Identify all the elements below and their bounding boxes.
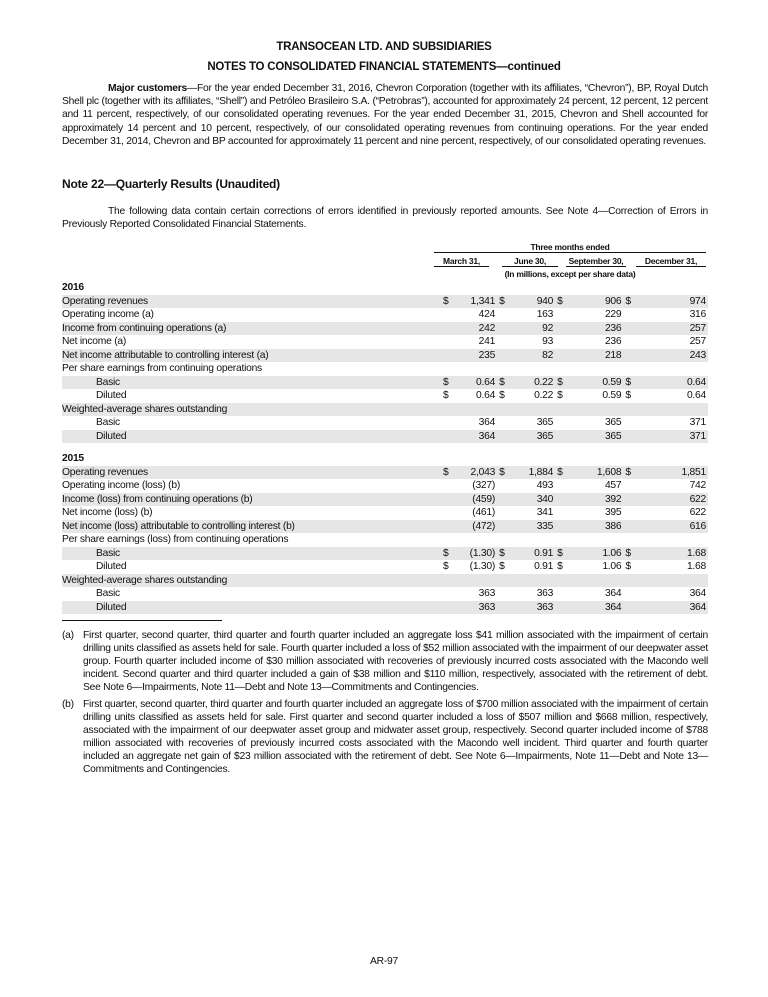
currency-symbol [623,533,643,547]
table-row [62,506,708,520]
cell-value: 493 [536,480,554,491]
cell-value: 0.64 [686,390,706,401]
cell-value: 257 [689,336,706,347]
cell-value: 0.59 [576,376,624,390]
table-row [62,362,708,376]
currency-symbol [497,308,517,322]
currency-symbol: $ [441,295,453,309]
cell-value: 906 [576,295,624,309]
currency-symbol [441,430,453,444]
currency-symbol [623,574,643,588]
currency-symbol [623,349,643,363]
currency-symbol [555,574,575,588]
cell-value: 236 [604,336,622,347]
cell-value: 395 [604,507,622,518]
cell-value: 1.68 [686,561,706,572]
major-customers-text: —For the year ended December 31, 2016, Chevron Corporation (together with its affiliates, “Chevron”), BP, Royal Dutch Shell plc (together with its affiliates, “Shell”) and Petróleo Brasileiro S.A. (“Petrobras”), accounted for approximately 24 percent, 12 percent, 12 percent and 11 percent, respectively, of our consolidated operating revenues. For the year ended December 31, 2015, Chevron and Shell accounted for approximately 14 percent and 10 percent, respectively, of our consolidated operating revenues from continuing operations. For the year ended December 31, 2014, Chevron and BP accounted for approximately 11 percent and nine percent, respectively, of our consolidated operating revenues. [62,83,709,147]
currency-symbol: $ [443,561,449,572]
cell-value [517,574,555,588]
table-row [62,587,708,601]
currency-symbol: $ [497,547,517,561]
cell-value: 365 [536,417,554,428]
currency-symbol: $ [623,466,643,480]
currency-symbol: $ [623,295,643,309]
cell-value [453,574,497,588]
currency-symbol [555,587,575,601]
currency-symbol [623,335,643,349]
cell-value: (472) [453,520,497,534]
table-row [62,430,708,444]
table-row [62,560,708,574]
footnote-a [62,629,708,694]
cell-value: 371 [644,430,708,444]
currency-symbol: $ [499,561,505,572]
footnote-b [62,698,708,776]
currency-symbol [441,416,453,430]
currency-symbol [497,349,517,363]
currency-symbol [441,335,453,349]
currency-symbol [623,587,643,601]
cell-value [576,533,624,547]
currency-symbol [441,349,453,363]
results-table-2015 [62,452,708,614]
cell-value [517,362,555,376]
row-label: Net income attributable to controlling interest (a) [62,349,441,363]
currency-symbol: $ [441,376,453,390]
footnote-label: (a) [62,630,74,641]
cell-value: 1,608 [576,466,624,480]
cell-value: 622 [644,493,708,507]
cell-value: 364 [576,601,624,615]
cell-value: 365 [517,430,555,444]
currency-symbol [623,506,643,520]
major-customers-lead: Major customers [108,83,187,94]
currency-symbol: $ [441,466,453,480]
notes-title: NOTES TO CONSOLIDATED FINANCIAL STATEMENTS—continued [207,61,561,73]
row-label: Per share earnings from continuing operations [62,363,262,374]
footnote-text: First quarter, second quarter, third quarter and fourth quarter included an aggregate loss $41 million associated with the impairment of certain drilling units classified as assets held for sale. Fourth quarter included a loss of $52 million associated with the impairment of our deepwater asset group. Fourth quarter included income of $30 million associated with recoveries of previously incurred costs associated with the Macondo well incident. Second quarter and third quarter included a gain of $38 million and $110 million, respectively, associated with the retirement of debt. See Note 6—Impairments, Note 11—Debt and Note 13—Commitments and Contingencies. [83,630,708,693]
cell-value: 363 [453,601,497,615]
cell-value: 742 [689,480,706,491]
row-label: Operating income (loss) (b) [62,480,180,491]
currency-symbol [623,520,643,534]
cell-value: 235 [453,349,497,363]
row-label: Net income (a) [62,336,127,347]
currency-symbol: $ [497,295,517,309]
table-row [62,349,708,363]
currency-symbol [441,506,453,520]
table-row [62,416,708,430]
cell-value: 363 [536,588,554,599]
currency-symbol [497,403,517,417]
cell-value: 363 [517,601,555,615]
cell-value: (1.30) [453,547,497,561]
row-label: Diluted [96,390,127,401]
currency-symbol [555,322,575,336]
currency-symbol [555,493,575,507]
currency-symbol [441,601,453,615]
currency-symbol: $ [555,376,575,390]
cell-value [517,403,555,417]
units-note: (In millions, except per share data) [504,269,636,279]
currency-symbol [623,479,643,493]
currency-symbol: $ [557,561,563,572]
currency-symbol [441,479,453,493]
currency-symbol [623,322,643,336]
currency-symbol: $ [555,466,575,480]
currency-symbol [497,322,517,336]
currency-symbol [497,587,517,601]
cell-value: 92 [517,322,555,336]
row-label: Weighted-average shares outstanding [62,574,441,588]
currency-symbol [497,574,517,588]
cell-value: 242 [453,322,497,336]
cell-value: 229 [604,309,622,320]
currency-symbol [555,416,575,430]
cell-value: 341 [536,507,554,518]
table-row [62,322,708,336]
cell-value: 243 [644,349,708,363]
currency-symbol [623,308,643,322]
table-row [62,389,708,403]
currency-symbol [441,308,453,322]
cell-value: 371 [689,417,706,428]
cell-value: 1,884 [517,466,555,480]
currency-symbol [497,493,517,507]
cell-value: 241 [478,336,496,347]
cell-value: 622 [689,507,706,518]
cell-value [644,574,708,588]
row-label: Operating revenues [62,466,441,480]
cell-value: 364 [478,417,496,428]
row-label: Basic [96,588,120,599]
currency-symbol [497,362,517,376]
currency-symbol [555,362,575,376]
cell-value: 82 [517,349,555,363]
currency-symbol [441,322,453,336]
cell-value: 257 [644,322,708,336]
currency-symbol: $ [443,390,449,401]
currency-symbol [623,403,643,417]
currency-symbol [497,601,517,615]
cell-value: (327) [472,480,496,491]
row-label: Basic [62,376,441,390]
cell-value: 365 [576,430,624,444]
major-customers-paragraph [62,82,708,148]
col-header-q1: March 31, [434,256,489,267]
currency-symbol [555,601,575,615]
cell-value: 974 [644,295,708,309]
cell-value: 0.64 [453,376,497,390]
cell-value: 340 [517,493,555,507]
row-label: Basic [62,547,441,561]
note-intro [62,205,708,231]
cell-value: 940 [517,295,555,309]
col-header-q2: June 30, [502,256,558,267]
currency-symbol: $ [497,376,517,390]
cell-value: 0.64 [644,376,708,390]
currency-symbol [555,533,575,547]
currency-symbol [555,335,575,349]
cell-value: 1.06 [602,561,622,572]
col-header-q3: September 30, [566,256,626,267]
company-title: TRANSOCEAN LTD. AND SUBSIDIARIES [276,41,492,53]
table-row [62,533,708,547]
cell-value: 386 [576,520,624,534]
row-label: Diluted [62,430,441,444]
row-label: Weighted-average shares outstanding [62,403,441,417]
row-label: Operating revenues [62,295,441,309]
cell-value: 335 [517,520,555,534]
cell-value: 218 [576,349,624,363]
cell-value: 365 [604,417,622,428]
table-row [62,466,708,480]
cell-value: 0.64 [476,390,496,401]
cell-value: 616 [644,520,708,534]
currency-symbol: $ [623,547,643,561]
currency-symbol [441,362,453,376]
currency-symbol [441,403,453,417]
cell-value: 364 [644,601,708,615]
currency-symbol [555,308,575,322]
currency-symbol [555,349,575,363]
row-label: Diluted [96,561,127,572]
cell-value: 1.06 [576,547,624,561]
cell-value: 364 [689,588,706,599]
table-row [62,335,708,349]
note-intro-text: The following data contain certain corrections of errors identified in previously reported amounts. See Note 4—Correction of Errors in Previously Reported Consolidated Financial Statements. [62,206,708,231]
cell-value: (459) [453,493,497,507]
cell-value: 1,851 [644,466,708,480]
currency-symbol: $ [555,547,575,561]
currency-symbol [497,533,517,547]
currency-symbol: $ [625,390,631,401]
cell-value [644,362,708,376]
currency-symbol [623,493,643,507]
currency-symbol [441,520,453,534]
currency-symbol [441,533,453,547]
col-header-q4: December 31, [636,256,706,267]
cell-value: 0.22 [517,376,555,390]
cell-value: 316 [689,309,706,320]
currency-symbol [497,416,517,430]
currency-symbol [497,506,517,520]
table-row [62,547,708,561]
currency-symbol [441,587,453,601]
currency-symbol [497,479,517,493]
year-label: 2016 [62,282,84,293]
cell-value [453,533,497,547]
cell-value: 0.22 [534,390,554,401]
footnotes [62,629,708,780]
footnote-text: First quarter, second quarter, third quarter and fourth quarter included an aggregate loss of $700 million associated with the impairment of certain drilling units classified as assets held for sale. First quarter and second quarter included a loss of $507 million and $668 million, respectively, associated with the impairment of our deepwater asset group and midwater asset group, respectively. Second quarter included income of $788 million associated with recoveries of previously incurred costs associated with the Macondo well incident. Third quarter and fourth quarter included an aggregate net gain of $23 million associated with the retirement of debt. See Note 6—Impairments, Note 11—Debt and Note 13—Commitments and Contingencies. [83,699,708,775]
table-row [62,376,708,390]
cell-value: 0.59 [602,390,622,401]
currency-symbol [623,430,643,444]
page-number: AR-97 [370,956,398,967]
cell-value [576,362,624,376]
currency-symbol [623,416,643,430]
row-label: Income (loss) from continuing operations (b) [62,493,441,507]
table-row [62,601,708,615]
currency-symbol: $ [623,376,643,390]
cell-value: 0.91 [517,547,555,561]
row-label: Net income (loss) (b) [62,507,153,518]
table-row [62,295,708,309]
table-row [62,493,708,507]
cell-value: 424 [478,309,496,320]
cell-value [576,403,624,417]
footnote-rule [62,620,222,621]
cell-value: 2,043 [453,466,497,480]
currency-symbol [441,574,453,588]
year-label: 2015 [62,453,84,464]
cell-value: 163 [536,309,554,320]
cell-value: 1.68 [644,547,708,561]
note-heading: Note 22—Quarterly Results (Unaudited) [62,177,280,191]
currency-symbol: $ [625,561,631,572]
currency-symbol [555,520,575,534]
currency-symbol: $ [441,547,453,561]
row-label: Operating income (a) [62,309,154,320]
cell-value [644,533,708,547]
currency-symbol [497,335,517,349]
table-row [62,520,708,534]
cell-value [453,362,497,376]
group-header: Three months ended [434,242,706,253]
table-row [62,574,708,588]
currency-symbol [555,403,575,417]
cell-value: 93 [542,336,554,347]
currency-symbol: $ [497,466,517,480]
currency-symbol [441,493,453,507]
row-label: Basic [96,417,120,428]
currency-symbol [497,520,517,534]
currency-symbol: $ [555,295,575,309]
row-label: Income from continuing operations (a) [62,322,441,336]
row-label: Net income (loss) attributable to controlling interest (b) [62,520,441,534]
currency-symbol [555,479,575,493]
cell-value: 1,341 [453,295,497,309]
cell-value: (461) [472,507,496,518]
currency-symbol [497,430,517,444]
cell-value: 392 [576,493,624,507]
year-row [62,281,708,295]
cell-value: 364 [453,430,497,444]
cell-value: 236 [576,322,624,336]
table-row [62,403,708,417]
footnote-label: (b) [62,699,74,710]
currency-symbol [555,430,575,444]
cell-value [644,403,708,417]
cell-value: 457 [604,480,622,491]
cell-value: 0.91 [534,561,554,572]
row-label: Per share earnings (loss) from continuing operations [62,534,289,545]
currency-symbol [555,506,575,520]
cell-value [576,574,624,588]
cell-value: 363 [478,588,496,599]
currency-symbol [623,362,643,376]
currency-symbol [623,601,643,615]
cell-value [517,533,555,547]
currency-symbol: $ [499,390,505,401]
row-label: Diluted [62,601,441,615]
table-row [62,308,708,322]
cell-value: 364 [604,588,622,599]
table-row [62,479,708,493]
results-table-2016 [62,281,708,443]
year-row [62,452,708,466]
currency-symbol: $ [557,390,563,401]
cell-value: (1.30) [469,561,496,572]
cell-value [453,403,497,417]
